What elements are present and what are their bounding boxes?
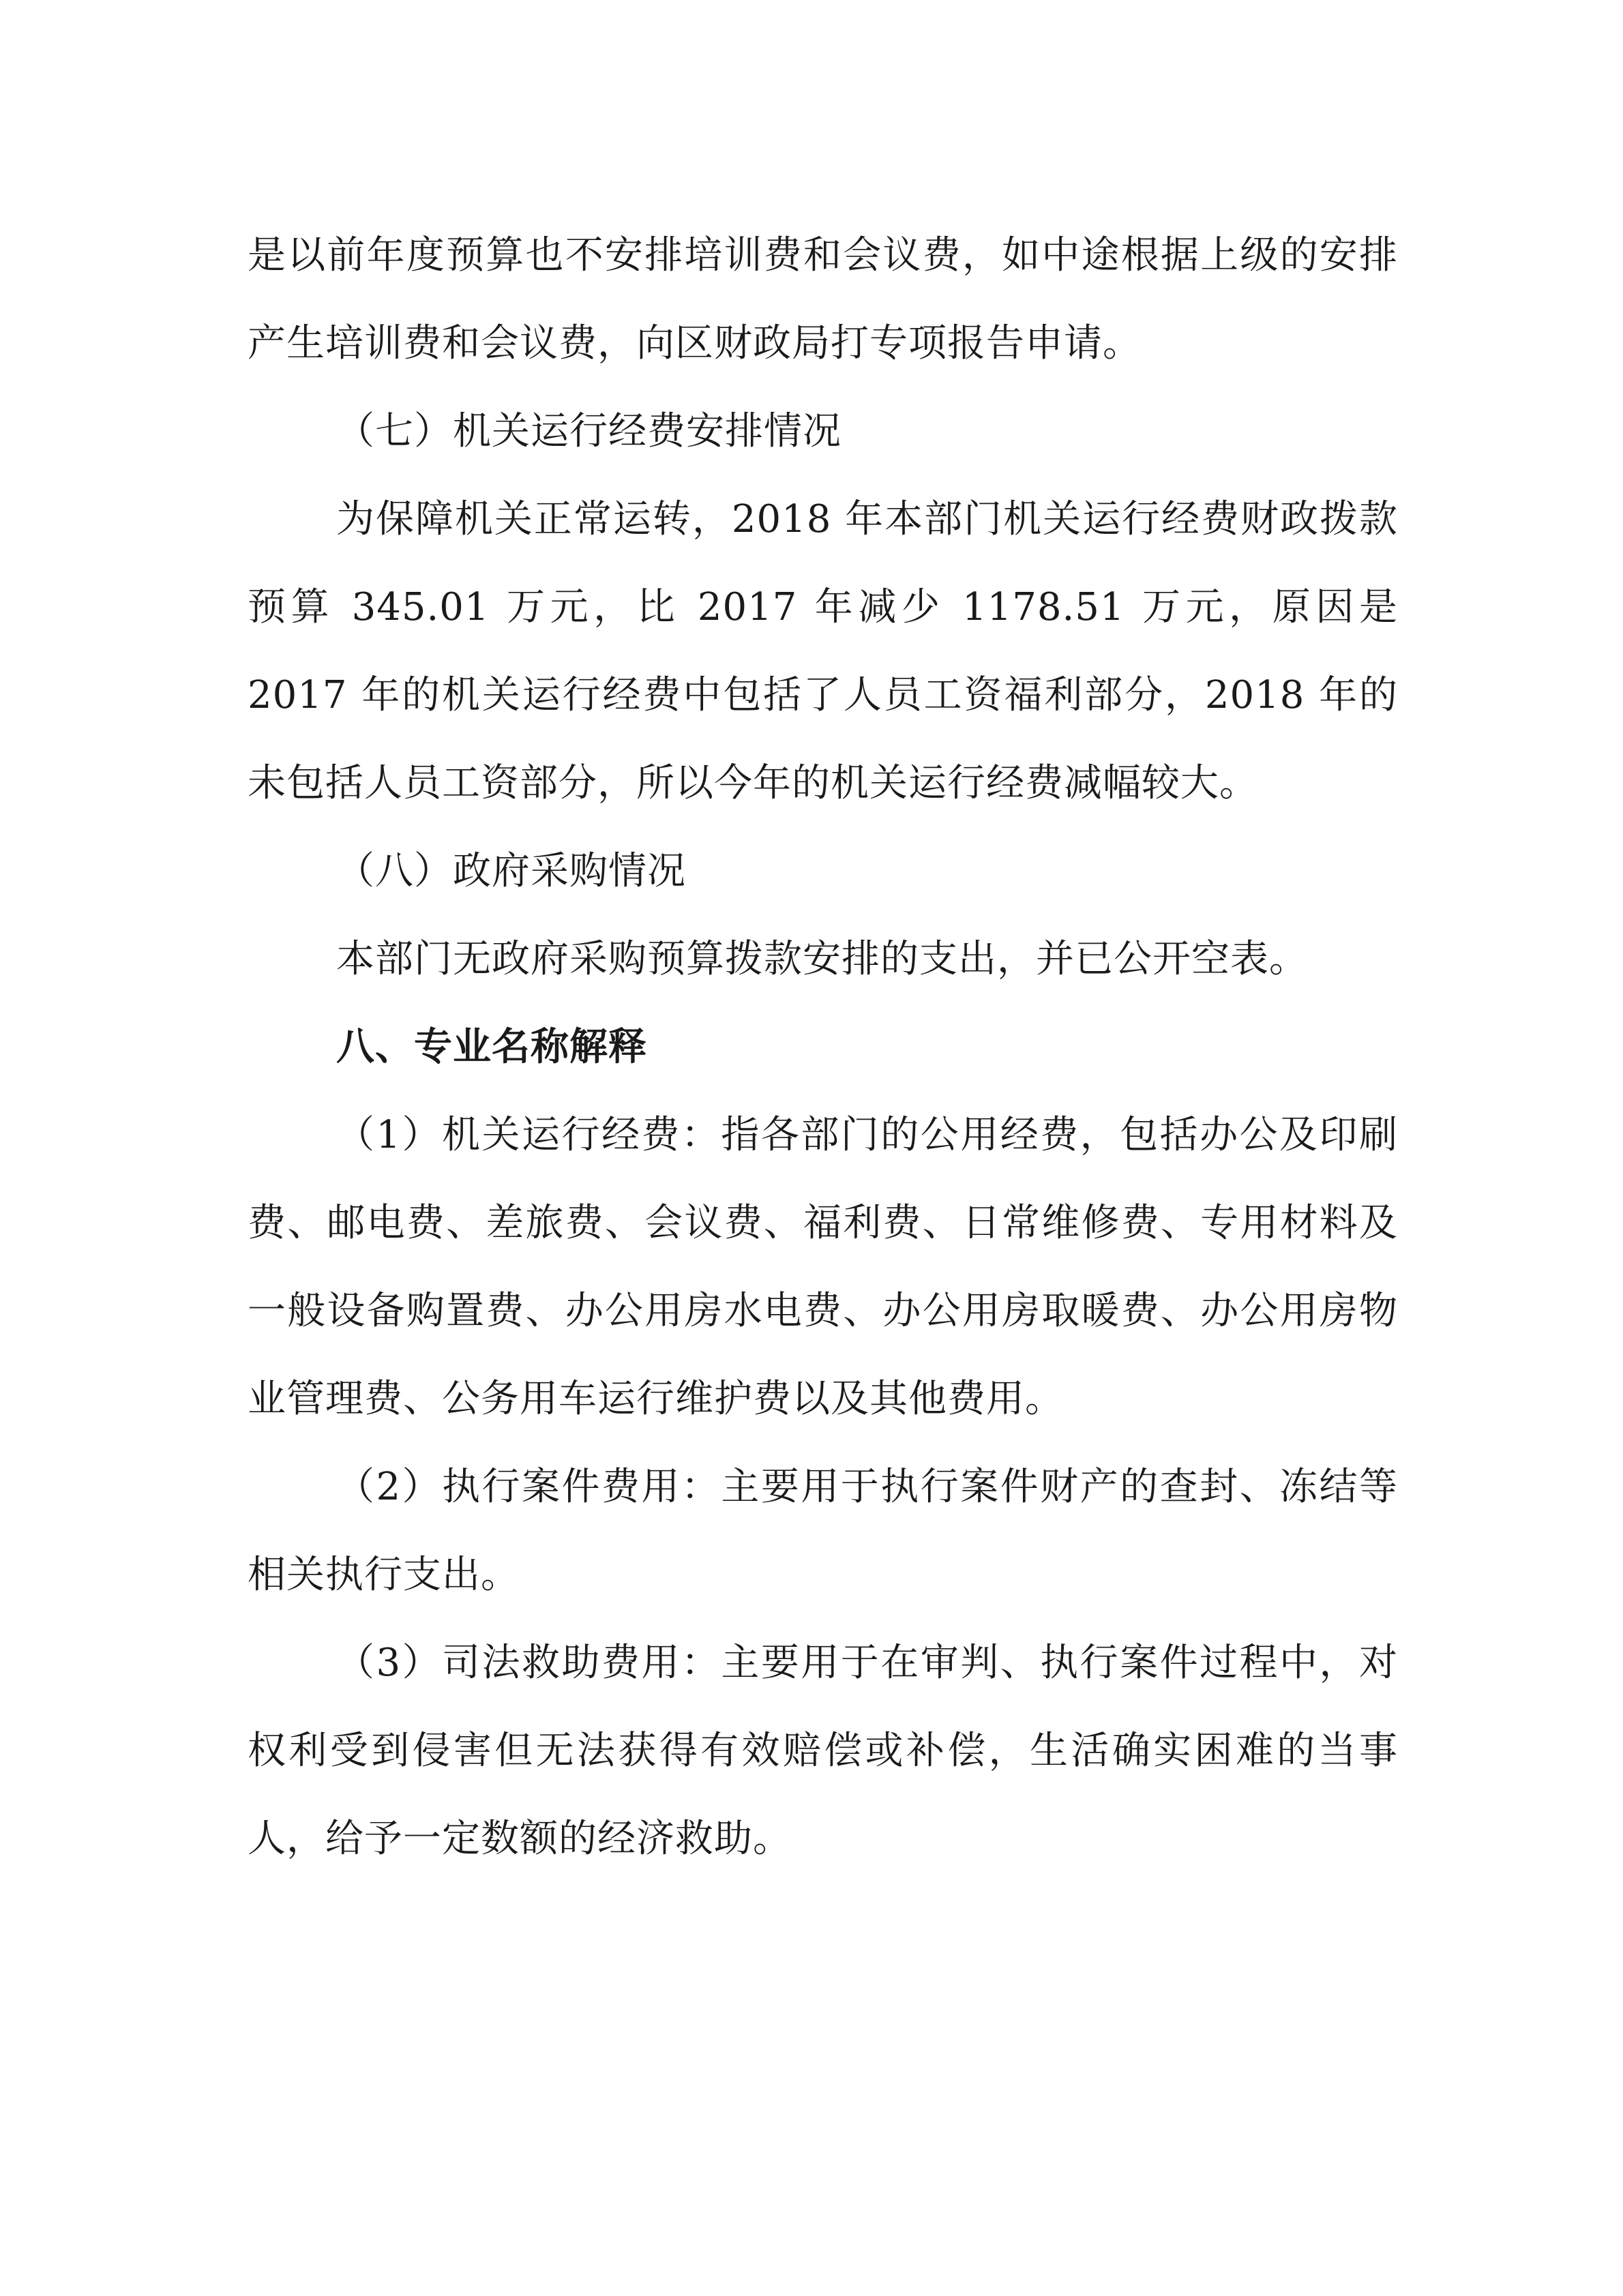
- paragraph-training-meeting-fees: 是以前年度预算也不安排培训费和会议费，如中途根据上级的安排产生培训费和会议费，向区财政局打专项报告申请。: [248, 233, 1398, 366]
- paragraph-government-procurement: 本部门无政府采购预算拨款安排的支出，并已公开空表。: [336, 937, 1308, 981]
- paragraph-term-judicial-aid: （3）司法救助费用：主要用于在审判、执行案件过程中，对权利受到侵害但无法获得有效赔偿或补偿，生活确实困难的当事人，给予一定数额的经济救助。: [248, 1641, 1398, 1861]
- paragraph-term-case-execution: （2）执行案件费用：主要用于执行案件财产的查封、冻结等相关执行支出。: [248, 1465, 1398, 1597]
- heading-terminology: 八、专业名称解释: [336, 1025, 647, 1069]
- paragraph-term-operating-expenses: （1）机关运行经费：指各部门的公用经费，包括办公及印刷费、邮电费、差旅费、会议费、福利费、日常维修费、专用材料及一般设备购置费、办公用房水电费、办公用房取暖费、办公用房物业管理费、公务用车运行维护费以及其他费用。: [248, 1113, 1398, 1421]
- paragraph-operating-expenses: 为保障机关正常运转，2018 年本部门机关运行经费财政拨款预算 345.01 万元，比 2017 年减少 1178.51 万元，原因是 2017 年的机关运行经费中包括了人员工资福利部分，2018 年的未包括人员工资部分，所以今年的机关运行经费减幅较大。: [248, 497, 1398, 805]
- section-title-operating-expenses: （七）机关运行经费安排情况: [336, 409, 842, 453]
- section-title-government-procurement: （八）政府采购情况: [336, 849, 686, 893]
